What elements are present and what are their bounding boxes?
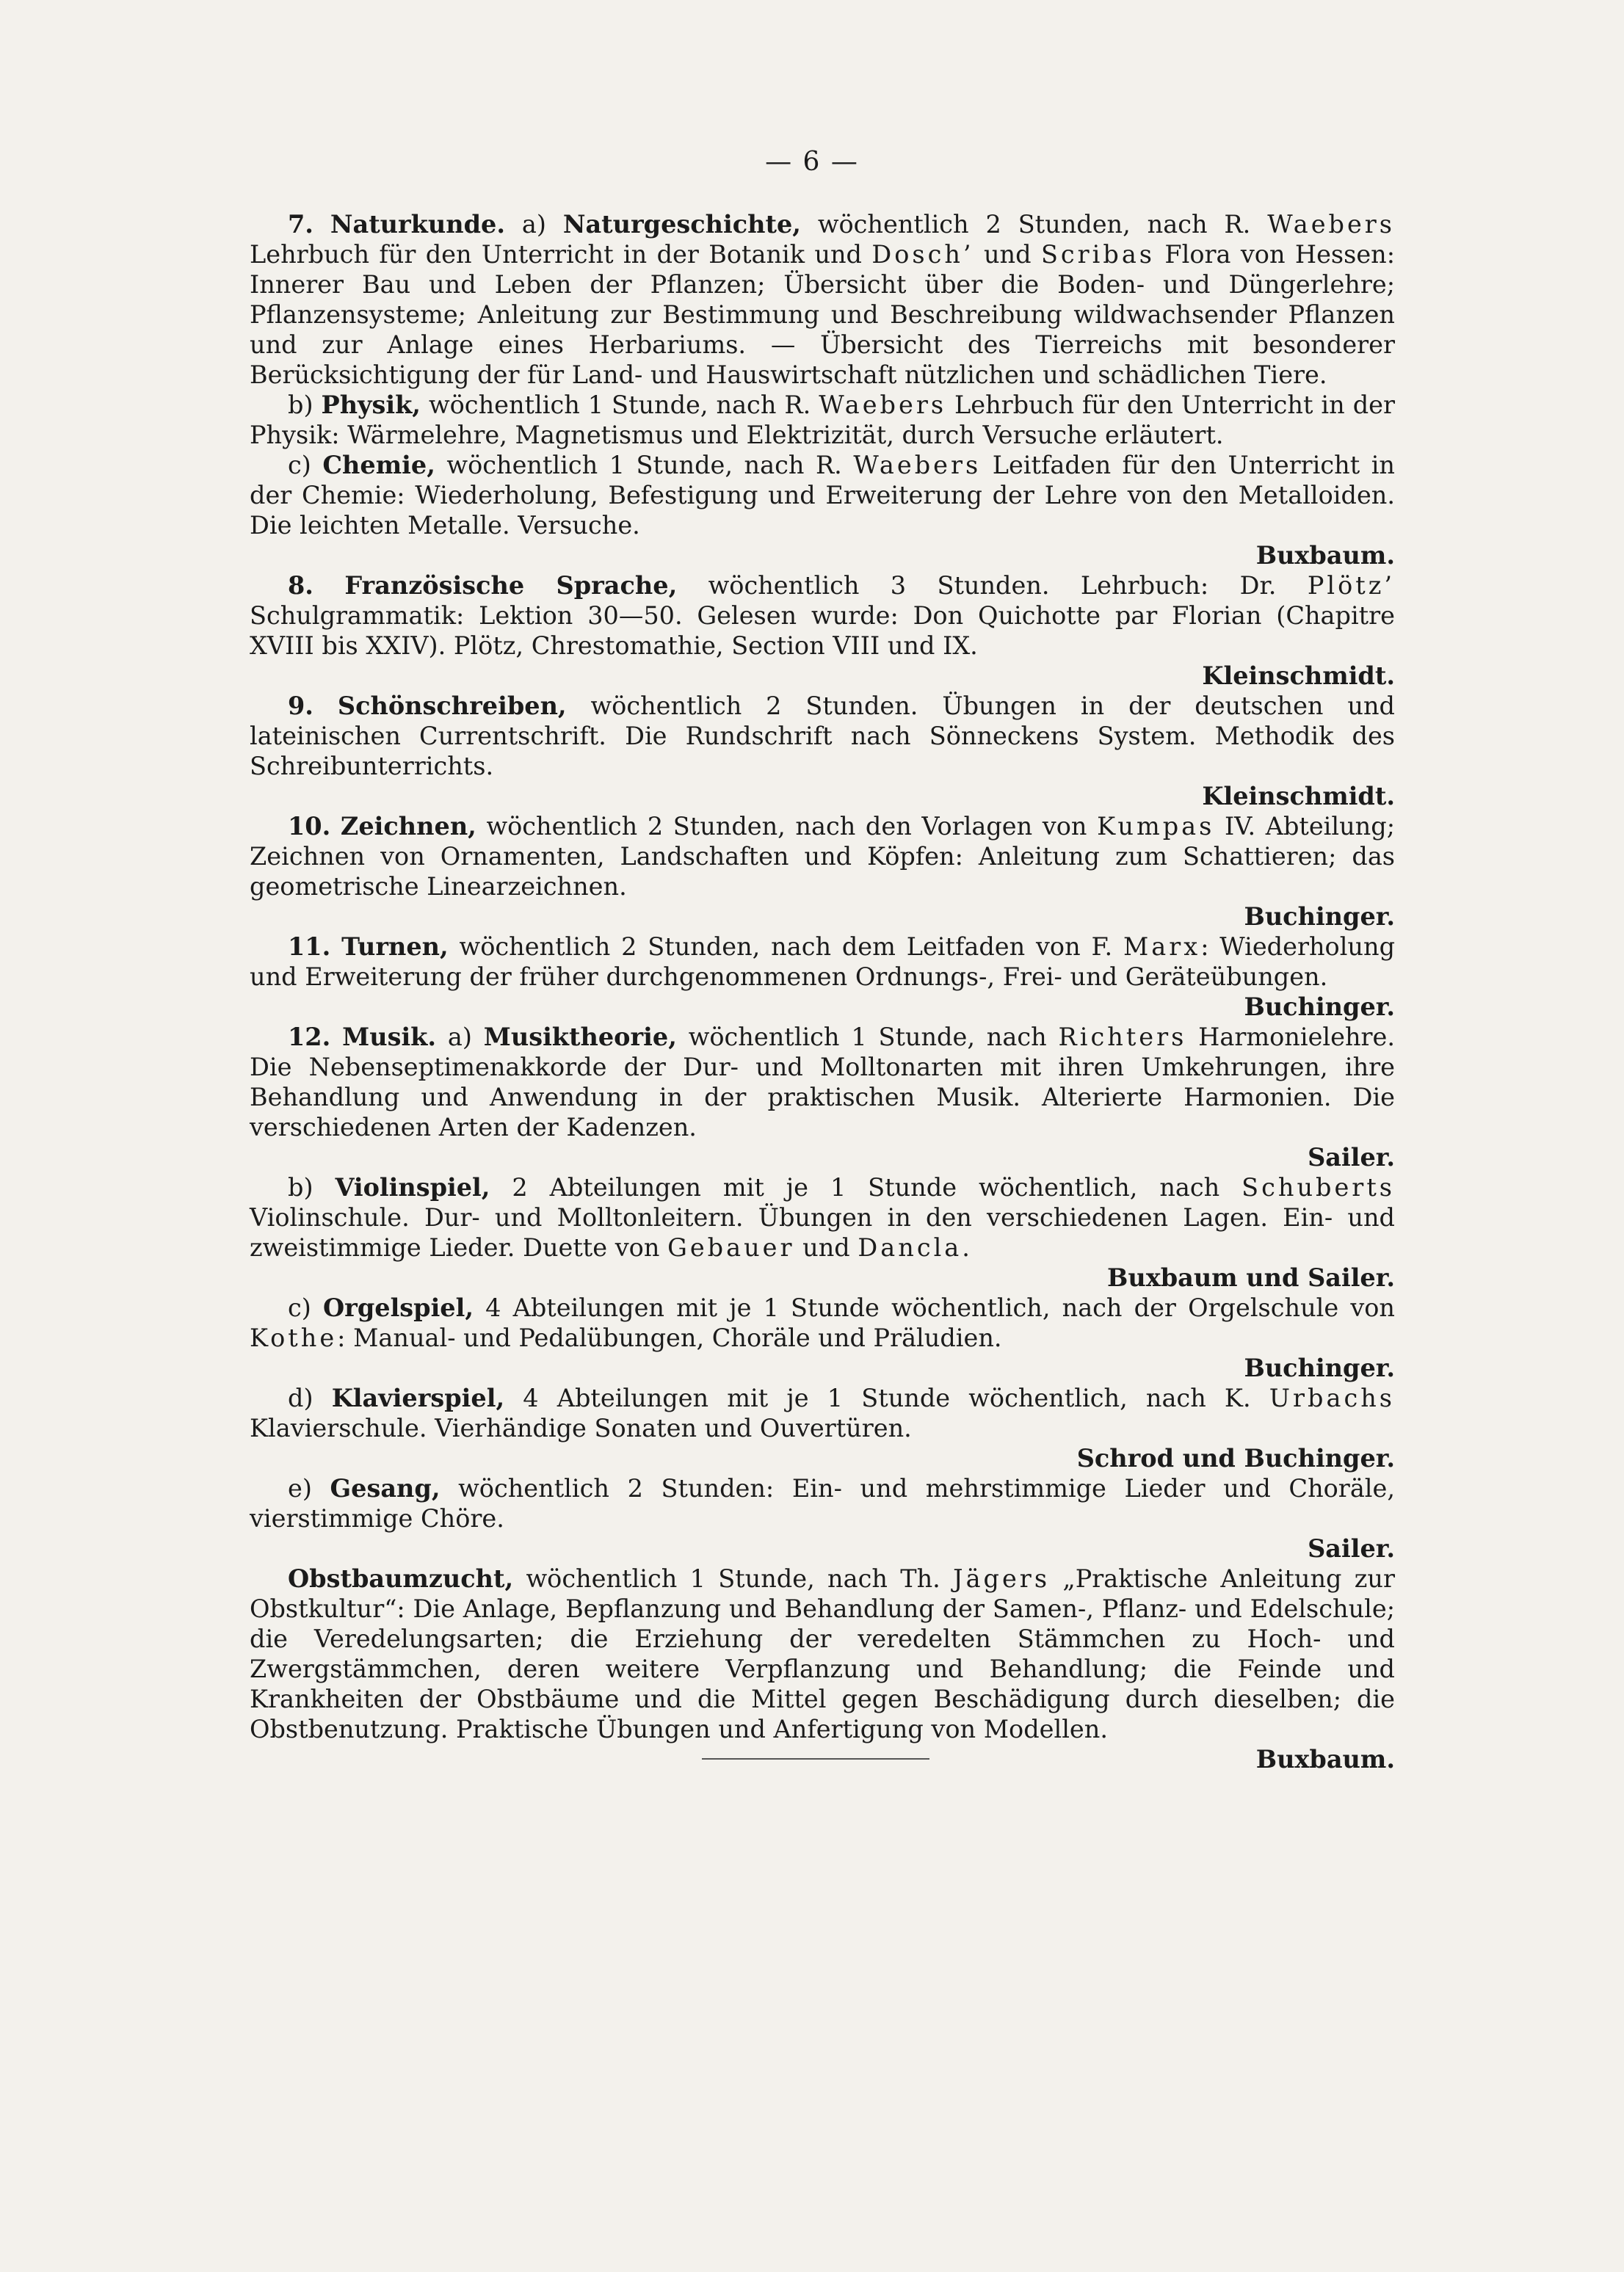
teacher-name: Buchinger. (1244, 992, 1395, 1021)
body-text: Leitfaden für den Unterricht in der Chemie: Wiederholung, Befestigung und Erweiterung der Lehre von den Metalloiden. Die leichten Metalle. Versuche. (250, 451, 1396, 540)
author-name: Kumpas (1097, 812, 1215, 841)
body-text: und (983, 240, 1032, 269)
subsection-title: Physik, (321, 391, 421, 419)
section-number: 10. (288, 812, 331, 841)
subsection-title: Orgelspiel, (323, 1293, 474, 1322)
section-number: 11. (288, 932, 331, 961)
teacher-name: Sailer. (1308, 1534, 1395, 1563)
author-name: Dancla (858, 1233, 963, 1262)
subsection-title: Naturgeschichte, (562, 210, 801, 239)
teacher-name: Kleinschmidt. (1202, 782, 1395, 810)
body-text: wöchentlich 1 Stunde, nach R. (428, 391, 811, 419)
body-text: „Praktische Anleitung zur Obstkultur“: Die Anlage, Bepflanzung und Behandlung der Samen-, Pflanz- und Edelschule; die Veredelungsarten; die Erziehung der veredelten Stämmchen zu Hoch- und Zwergstämmchen, deren weitere Verpflanzung und Behandlung; die Feinde und Krankheiten der Obstbäume und die Mittel gegen Beschädigung durch dieselben; die Obstbenutzung. Praktische Übungen und Anfertigung von Modellen. (250, 1564, 1396, 1743)
subsection-marker: d) (288, 1384, 313, 1412)
body-text: wöchentlich 1 Stunde, nach (688, 1023, 1047, 1051)
body-text: : Wiederholung und Erweiterung der früher durchgenommenen Ordnungs-, Frei- und Geräteübungen. (250, 932, 1396, 991)
section-title: Zeichnen, (340, 812, 476, 841)
section-title: Turnen, (341, 932, 449, 961)
body-text: Klavierschule. Vierhändige Sonaten und Ouvertüren. (250, 1414, 912, 1442)
section-turnen (250, 932, 1395, 992)
body-text: wöchentlich 3 Stunden. Lehrbuch: Dr. (708, 571, 1277, 600)
section-number: 7. (288, 210, 313, 239)
section-title: Musik. (342, 1023, 437, 1051)
divider-rule (702, 1758, 929, 1760)
body-text: und (802, 1233, 850, 1262)
author-name: Waebers (819, 391, 947, 419)
subsection-title: Violinspiel, (335, 1173, 490, 1202)
author-name: Schuberts (1241, 1173, 1395, 1202)
section-obstbaumzucht (250, 1564, 1395, 1744)
author-name: Urbachs (1269, 1384, 1395, 1412)
author-name: Marx (1123, 932, 1201, 961)
teacher-name: Buxbaum und Sailer. (1107, 1263, 1395, 1292)
section-naturkunde-a (250, 209, 1395, 390)
subsection-marker: c) (288, 1293, 311, 1322)
body-text: Lehrbuch für den Unterricht in der Botanik und (250, 240, 862, 269)
teacher-name: Buchinger. (1244, 1354, 1395, 1382)
section-musik-e (250, 1473, 1395, 1534)
author-name: Richters (1058, 1023, 1187, 1051)
document-body (250, 209, 1395, 1774)
body-text: wöchentlich 2 Stunden. Übungen in der deutschen und lateinischen Currentschrift. Die Rundschrift nach Sönneckens System. Methodik des Schreibunterrichts. (250, 692, 1395, 780)
subsection-marker: c) (288, 451, 311, 479)
teacher-name: Sailer. (1308, 1143, 1395, 1172)
body-text: IV. Abteilung; Zeichnen von Ornamenten, Landschaften und Köpfen: Anleitung zum Schattieren; das geometrische Linearzeichnen. (250, 812, 1395, 901)
body-text: wöchentlich 2 Stunden: Ein- und mehrstimmige Lieder und Choräle, vierstimmige Chöre. (250, 1474, 1395, 1533)
body-text: 4 Abteilungen mit je 1 Stunde wöchentlich, nach der Orgelschule von (485, 1293, 1395, 1322)
section-musik-b (250, 1172, 1395, 1263)
author-name: Plötz’ (1307, 571, 1395, 600)
body-text: Flora von Hessen: Innerer Bau und Leben der Pflanzen; Übersicht über die Boden- und Düngerlehre; Pflanzensysteme; Anleitung zur Bestimmung und Beschreibung wildwachsender Pflanzen und zur Anlage eines Herbariums. — Übersicht des Tierreichs mit besonderer Berücksichtigung der für Land- und Hauswirtschaft nützlichen und schädlichen Tiere. (250, 240, 1396, 389)
body-text: 2 Abteilungen mit je 1 Stunde wöchentlich, nach (512, 1173, 1220, 1202)
section-naturkunde-b (250, 390, 1395, 450)
section-title: Schönschreiben, (337, 692, 567, 720)
section-number: 12. (288, 1023, 331, 1051)
teacher-name: Buchinger. (1244, 902, 1395, 931)
subsection-title: Klavierspiel, (331, 1384, 505, 1412)
section-zeichnen (250, 811, 1395, 901)
subsection-title: Chemie, (322, 451, 435, 479)
body-text: wöchentlich 2 Stunden, nach den Vorlagen von (486, 812, 1087, 841)
section-number: 8. (288, 571, 313, 600)
section-title: Naturkunde. (330, 210, 506, 239)
author-name: Waebers (1267, 210, 1395, 239)
subsection-title: Gesang, (330, 1474, 441, 1503)
section-musik-d (250, 1383, 1395, 1443)
teacher-name: Buxbaum. (1255, 1745, 1395, 1774)
teacher-name: Kleinschmidt. (1202, 661, 1395, 690)
body-text: wöchentlich 2 Stunden, nach R. (817, 210, 1251, 239)
section-franzoesisch (250, 570, 1395, 661)
teacher-name: Buxbaum. (1255, 541, 1395, 570)
author-name: Kothe (250, 1324, 338, 1352)
author-name: Jägers (953, 1564, 1051, 1593)
body-text: Schulgrammatik: Lektion 30—50. Gelesen wurde: Don Quichotte par Florian (Chapitre XVIII bis XXIV). Plötz, Chrestomathie, Section VIII und IX. (250, 601, 1395, 660)
subsection-marker: b) (288, 391, 313, 419)
section-schoenschreiben (250, 691, 1395, 781)
body-text: wöchentlich 2 Stunden, nach dem Leitfaden von F. (459, 932, 1113, 961)
body-text: wöchentlich 1 Stunde, nach Th. (526, 1564, 940, 1593)
body-text: Lehrbuch für den Unterricht in der Physik: Wärmelehre, Magnetismus und Elektrizität, durch Versuche erläutert. (250, 391, 1395, 449)
subsection-marker: a) (447, 1023, 472, 1051)
body-text: Harmonielehre. Die Nebenseptimenakkorde der Dur- und Molltonarten mit ihren Umkehrungen, ihre Behandlung und Anwendung in der praktischen Musik. Alterierte Harmonien. Die verschiedenen Arten der Kadenzen. (250, 1023, 1396, 1142)
body-text: wöchentlich 1 Stunde, nach R. (446, 451, 842, 479)
section-naturkunde-c (250, 450, 1395, 540)
body-text: 4 Abteilungen mit je 1 Stunde wöchentlich, nach K. (523, 1384, 1251, 1412)
section-musik-c (250, 1293, 1395, 1353)
body-text: Violinschule. Dur- und Molltonleitern. Übungen in den verschiedenen Lagen. Ein- und zweistimmige Lieder. Duette von (250, 1203, 1395, 1262)
subsection-marker: a) (521, 210, 546, 239)
body-text: . (962, 1233, 970, 1262)
author-name: Gebauer (667, 1233, 795, 1262)
subsection-marker: e) (288, 1474, 312, 1503)
body-text: : Manual- und Pedalübungen, Choräle und Präludien. (337, 1324, 1002, 1352)
subsection-marker: b) (288, 1173, 313, 1202)
section-title: Obstbaumzucht, (288, 1564, 514, 1593)
section-number: 9. (288, 692, 313, 720)
author-name: Waebers (853, 451, 982, 479)
section-musik-a (250, 1022, 1395, 1142)
section-title: Französische Sprache, (344, 571, 678, 600)
author-name: Dosch’ (871, 240, 974, 269)
page-number: — 6 — (765, 147, 859, 177)
teacher-name: Schrod und Buchinger. (1076, 1444, 1395, 1473)
author-name: Scribas (1040, 240, 1156, 269)
subsection-title: Musiktheorie, (483, 1023, 677, 1051)
